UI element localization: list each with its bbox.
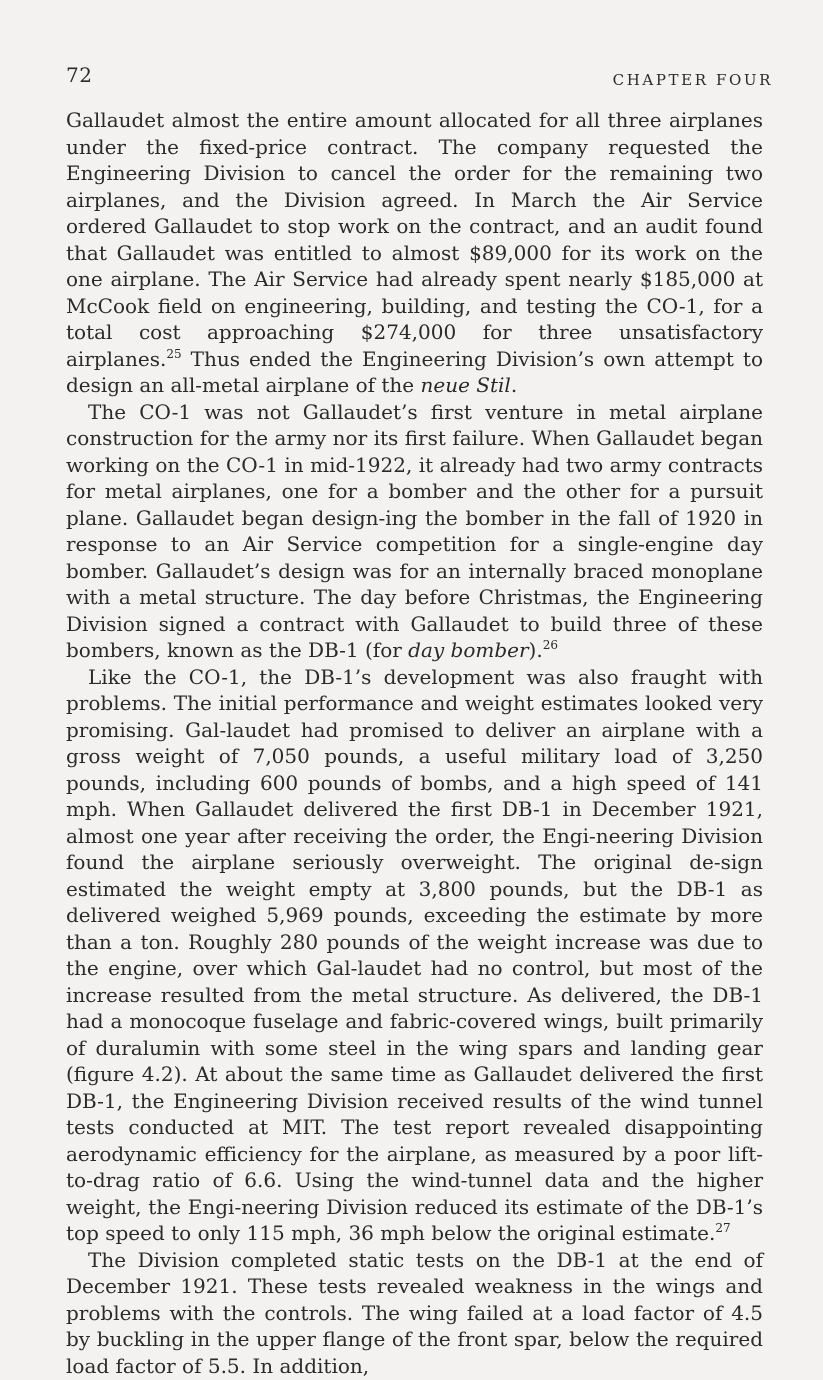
italic-text: neue Stil [420,373,511,397]
running-head: CHAPTER FOUR [612,71,773,89]
footnote-ref: 26 [542,638,558,652]
paragraph [66,1247,763,1380]
footnote-ref: 25 [166,346,182,361]
text-run: . [510,373,518,397]
paragraph [66,107,763,399]
footnote-ref: 27 [715,1221,731,1235]
page-number: 72 [66,63,93,87]
text-run: Thus ended the Engineering Division’s own attempt to design an all-metal airplane of the [66,346,763,397]
paragraph [66,399,763,664]
paragraph [66,664,763,1247]
text-run: Gallaudet almost the entire amount allocated for all three airplanes under the fixed-price contract. The company requested the Engineering Division to cancel the order for the remaining two airplanes, and the Division agreed. In March the Air Service ordered Gallaudet to stop work on the contract, and an audit found that Gallaudet was entitled to almost $89,000 for its work on the one airplane. The Air Service had already spent nearly $185,000 at McCook field on engineering, building, and testing the CO-1, for a total cost approaching $274,000 for three unsatisfactory airplanes. [66,108,763,371]
text-run: The CO-1 was not Gallaudet’s first venture in metal airplane construction for the army nor its first failure. When Gallaudet began working on the CO-1 in mid-1922, it already had two army contracts for metal airplanes, one for a bomber and the other for a pursuit plane. Gallaudet began design-ing the bomber in the fall of 1920 in response to an Air Service competition for a single-engine day bomber. Gallaudet’s design was for an internally braced monoplane with a metal structure. The day before Christmas, the Engineering Division signed a contract with Gallaudet to build three of these bombers, known as the DB-1 (for [66,399,763,662]
italic-text: day bomber [408,638,529,662]
body-text [66,107,763,1379]
text-run: Like the CO-1, the DB-1’s development was also fraught with problems. The initial performance and weight estimates looked very promising. Gal-laudet had promised to deliver an airplane with a gross weight of 7,050 pounds, a useful military load of 3,250 pounds, including 600 pounds of bombs, and a high speed of 141 mph. When Gallaudet delivered the first DB-1 in December 1921, almost one year after receiving the order, the Engi-neering Division found the airplane seriously overweight. The original de-sign estimated the weight empty at 3,800 pounds, but the DB-1 as delivered weighed 5,969 pounds, exceeding the estimate by more than a ton. Roughly 280 pounds of the weight increase was due to the engine, over which Gal-laudet had no control, but most of the increase resulted from the metal structure. As delivered, the DB-1 had a monocoque fuselage and fabric-covered wings, built primarily of duralumin with some steel in the wing spars and landing gear (figure 4.2). At about the same time as Gallaudet delivered the first DB-1, the Engineering Division received results of the wind tunnel tests conducted at MIT. The test report revealed disappointing aerodynamic efficiency for the airplane, as measured by a poor lift-to-drag ratio of 6.6. Using the wind-tunnel data and the higher weight, the Engi-neering Division reduced its estimate of the DB-1’s top speed to only 115 mph, 36 mph below the original estimate. [66,664,763,1245]
text-run: ). [528,638,543,662]
text-run: The Division completed static tests on the DB-1 at the end of December 1921. These tests revealed weakness in the wings and problems with the controls. The wing failed at a load factor of 4.5 by buckling in the upper flange of the front spar, below the required load factor of 5.5. In addition, [66,1247,763,1378]
